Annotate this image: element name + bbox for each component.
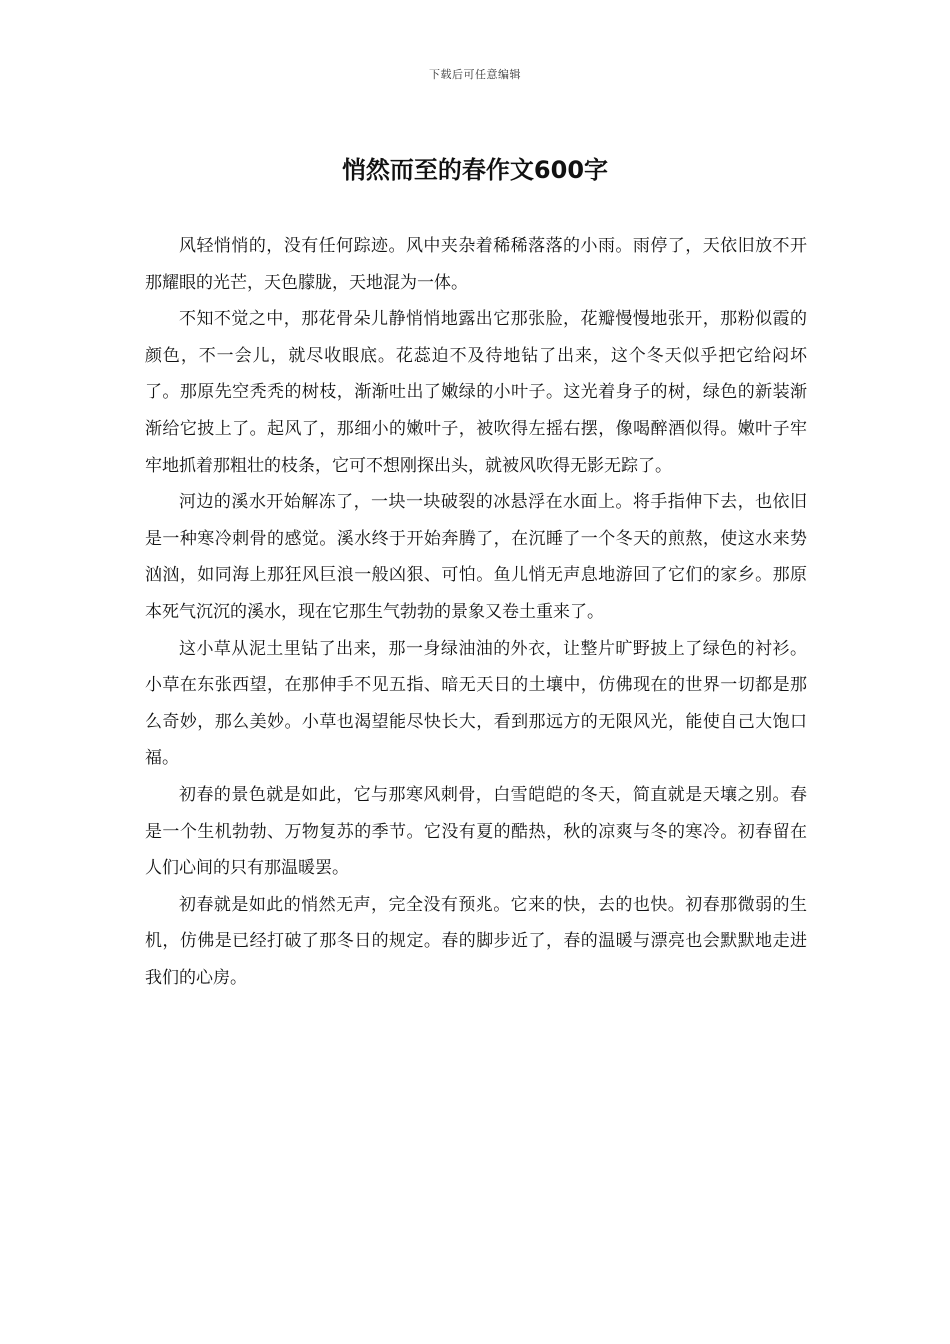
paragraph: 初春的景色就是如此，它与那寒风刺骨，白雪皑皑的冬天，简直就是天壤之别。春是一个生机勃勃、万物复苏的季节。它没有夏的酷热，秋的凉爽与冬的寒冷。初春留在人们心间的只有那温暖罢。 (145, 784, 807, 879)
paragraph: 河边的溪水开始解冻了，一块一块破裂的冰悬浮在水面上。将手指伸下去，也依旧是一种寒冷刺骨的感觉。溪水终于开始奔腾了，在沉睡了一个冬天的煎熬，使这水来势汹汹，如同海上那狂风巨浪一般凶狠、可怕。鱼儿悄无声息地游回了它们的家乡。那原本死气沉沉的溪水，现在它那生气勃勃的景象又卷土重来了。 (145, 492, 807, 622)
header-note: 下载后可任意编辑 (429, 68, 521, 81)
paragraph: 初春就是如此的悄然无声，完全没有预兆。它来的快，去的也快。初春那微弱的生机，仿佛是已经打破了那冬日的规定。春的脚步近了，春的温暖与漂亮也会默默地走进我们的心房。 (145, 894, 807, 988)
paragraph: 风轻悄悄的，没有任何踪迹。风中夹杂着稀稀落落的小雨。雨停了，天依旧放不开那耀眼的光芒，天色朦胧，天地混为一体。 (145, 236, 807, 293)
paragraph: 这小草从泥土里钻了出来，那一身绿油油的外衣，让整片旷野披上了绿色的衬衫。小草在东张西望，在那伸手不见五指、暗无天日的土壤中，仿佛现在的世界一切都是那么奇妙，那么美妙。小草也渴望能尽快长大，看到那远方的无限风光，能使自己大饱口福。 (145, 638, 807, 769)
document-title: 悄然而至的春作文600字 (341, 156, 609, 184)
paragraph: 不知不觉之中，那花骨朵儿静悄悄地露出它那张脸，花瓣慢慢地张开，那粉似霞的颜色，不一会儿，就尽收眼底。花蕊迫不及待地钻了出来，这个冬天似乎把它给闷坏了。那原先空秃秃的树枝，渐渐吐出了嫩绿的小叶子。这光着身子的树，绿色的新装渐渐给它披上了。起风了，那细小的嫩叶子，被吹得左摇右摆，像喝醉酒似得。嫩叶子牢牢地抓着那粗壮的枝条，它可不想刚探出头，就被风吹得无影无踪了。 (145, 309, 807, 476)
document-body (145, 228, 807, 996)
